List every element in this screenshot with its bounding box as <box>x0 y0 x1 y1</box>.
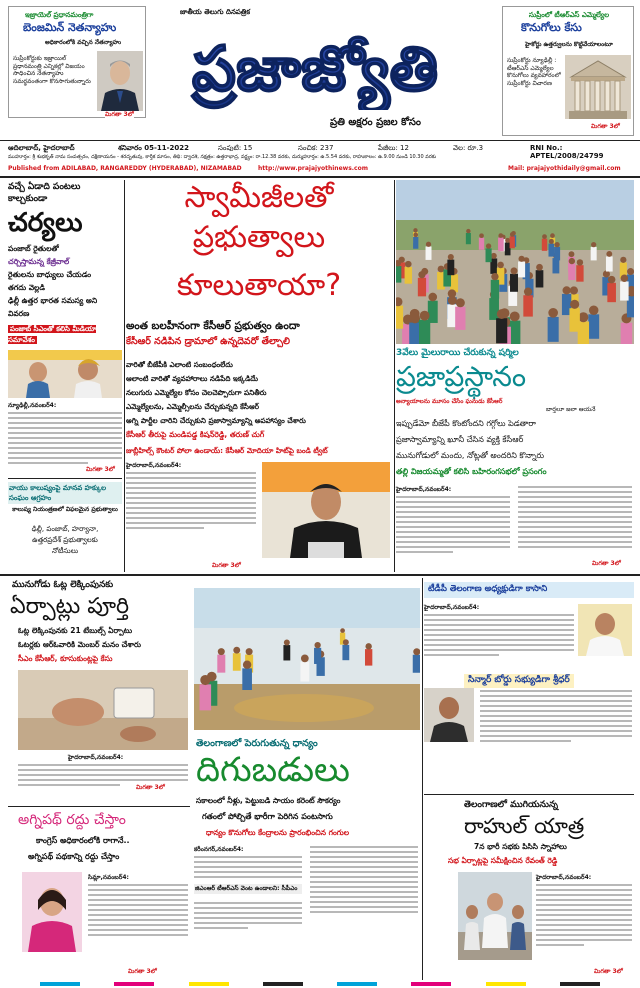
person-figure <box>510 232 515 248</box>
right-box-kicker: సుప్రీంలో టీఆర్ఎస్ ఎమ్మెల్యేల <box>528 11 610 19</box>
person-figure <box>396 297 403 328</box>
lead-headline-2: ప్రభుత్వాలు <box>192 220 326 255</box>
dateline <box>8 142 634 176</box>
left-story-byline: న్యూఢిల్లీ,నవంబర్4: <box>8 402 57 409</box>
lead-bullet-4: ఎమ్మెల్యేలను, ఎమ్మెల్సీలను చేర్చుకున్నది కేసీఆర్ <box>126 402 259 411</box>
person-figure <box>576 259 583 281</box>
counting-headline: ఏర్పాట్లు పూర్తి <box>10 594 130 619</box>
left-box-more: మిగతా 3లో <box>105 111 134 118</box>
paddy-sub-3: ధాన్యం కొనుగోలు కేంద్రాలను ప్రారంభించిన గంగుల <box>206 828 350 837</box>
person-figure <box>548 308 559 342</box>
sharmila-headline: ప్రజాప్రస్థానం <box>396 360 527 393</box>
right-box-headline: కొనుగోలు కేసు <box>521 21 582 34</box>
paddy-body-3 <box>310 846 418 916</box>
sharmila-byline: హైదరాబాద్,నవంబర్4: <box>396 486 452 493</box>
rahul-kicker: తెలంగాణలో ముగియనున్న <box>464 800 558 810</box>
paddy-sub-2: గతంలో పోల్చితే భారీగా పెరిగిన పంటసాగు <box>202 812 333 821</box>
sharmila-sub <box>396 398 634 406</box>
counting-byline: హైదరాబాద్,నవంబర్4: <box>68 754 124 761</box>
sridhar-headline: సిన్మార్ బోర్డు సభ్యుడిగా శ్రీధర్ <box>464 674 574 688</box>
counting-story <box>8 578 190 804</box>
left-column-story <box>8 180 122 570</box>
lead-byline: హైదరాబాద్,నవంబర్4: <box>126 462 182 469</box>
paddy-sub-1: సకాలంలో నీళ్లు, పెట్టుబడి సాయం కరెంట్ సౌకర్యం <box>196 796 341 805</box>
lead-more: మిగతా 3లో <box>212 562 241 569</box>
pollution-box-headline: వాయు కాలుష్యంపై మానవ హక్కుల సంఘం ఆగ్రహం <box>8 482 122 504</box>
lead-story <box>126 180 392 572</box>
kejriwal-mann-photo <box>8 350 122 398</box>
rahul-headline: రాహుల్ యాత్ర <box>464 814 585 838</box>
dateline-pages: పేజీలు: 12 <box>378 144 409 152</box>
left-story-body <box>8 412 122 467</box>
left-box-headline: బెంజమిన్ నెతన్యాహు <box>23 21 117 34</box>
dateline-price: వెల: రూ.3 <box>453 144 484 152</box>
person-figure <box>588 305 599 338</box>
left-story-line-4: తగదు వెల్లడి <box>8 283 45 292</box>
agnipath-more: మిగతా 3లో <box>128 968 157 975</box>
rahul-sub: 7న భారీ సభకు పిసిసి స్నాహాలు <box>474 842 567 851</box>
person-figure <box>568 258 575 280</box>
sharmila-sub-text: అన్యాయాలను మూసం చేసేం ఘనుడు కేసీఆర్ <box>396 398 503 405</box>
paddy-body-1 <box>194 856 302 881</box>
person-figure <box>491 273 499 299</box>
masthead-left-box <box>8 6 146 118</box>
left-story-line-6: వివరణ <box>8 309 30 318</box>
lead-headline-1: స్వామీజీలతో <box>184 180 334 215</box>
person-figure <box>418 271 426 296</box>
sharmila-point-4: తల్లి విజయమ్మతో కలిసి బహిరంగసభలో ప్రసంగం <box>396 467 547 476</box>
person-figure <box>447 254 454 275</box>
right-stories <box>424 578 634 980</box>
sharmila-caption: 3వేలు మైలురాయి చేరుకున్న షర్మిల <box>396 348 519 358</box>
supreme-court-photo <box>565 55 631 119</box>
lead-bullet-1: వారితో బీజేపీకి ఎలాంటి సంబంధంలేదు <box>126 360 233 369</box>
netanyahu-photo <box>97 51 143 111</box>
lead-sub-1: అంత బలహీనంగా కేసీఆర్ ప్రభుత్వం ఉందా <box>126 320 300 332</box>
sharmila-body-1 <box>396 496 510 556</box>
title-text: ప్రజాజ్యోతి <box>191 32 439 105</box>
kishan-reddy-photo <box>262 462 390 558</box>
counting-more: మిగతా 3లో <box>136 784 165 791</box>
lead-bullets <box>126 358 392 428</box>
agnipath-sub-2: అగ్నిపథ్ పథకాన్ని రద్దు చేస్తాం <box>28 852 120 861</box>
person-figure <box>233 647 241 671</box>
left-story-line-5: ఢిల్లీ ఉత్తర భారత సమస్య అని <box>8 296 98 305</box>
sharmila-points <box>396 416 634 480</box>
left-story-tag <box>8 324 122 348</box>
person-figure <box>426 242 432 260</box>
person-figure <box>409 313 420 344</box>
left-box-kicker: ఇజ్రాయెల్ ప్రధానమంత్రిగా <box>25 11 94 19</box>
person-figure <box>498 233 503 249</box>
pollution-box-lines <box>8 524 122 557</box>
pollution-box-sub: కాలుష్య నియంత్రణలో విఫలమైన ప్రభుత్వాలు <box>12 506 118 513</box>
person-figure <box>621 313 632 344</box>
person-figure <box>479 233 484 249</box>
person-figure <box>396 260 401 283</box>
lead-bullet-5: అగ్ని పార్టీల చారిని చేర్చుకుని ప్రజాస్వామ్యాన్ని అపహాస్యం చేశారు <box>126 416 306 425</box>
dateline-city: ఆదిలాబాద్, హైదరాబాద్ <box>8 144 75 152</box>
dateline-volume: సంపుటి: 15 <box>218 144 253 152</box>
person-figure <box>419 311 430 344</box>
sharmila-point-1: ఇప్పుడేమో బీజేపీ కొంటోందని గగ్గోలు పెడతారా <box>396 419 536 428</box>
right-box-sub: హైకోర్టు ఉత్తర్వులను కొట్టివేయాలంటూ <box>525 41 613 48</box>
dateline-rni: RNI No.: APTEL/2008/24799 <box>530 144 604 160</box>
lead-sub-2: కేసీఆర్ నడిపిన డ్రామాలో ఉన్నదెవరో తేల్చాలి <box>126 336 290 347</box>
person-figure <box>542 234 547 251</box>
counting-line-3: సీఎం కేసీఆర్, కూసుకుంట్లపై కేసు <box>18 654 113 663</box>
tdp-headline: టీడీపీ తెలంగాణ అధ్యక్షుడిగా కాసాని <box>424 582 634 598</box>
paddy-story <box>194 736 420 980</box>
agnipath-headline: అగ్నిపథ్ రద్దు చేస్తాం <box>18 812 126 828</box>
masthead-motto: ప్రతి అక్షరం ప్రజల కోసం <box>330 117 421 128</box>
agnipath-sub-1: కాంగ్రెస్ అధికారంలోకి రాగానే.. <box>36 836 130 845</box>
person-figure <box>607 276 616 302</box>
lead-body <box>126 472 256 532</box>
paddy-inauguration-photo <box>194 588 420 730</box>
pollution-line-3: నోటీసులు <box>51 547 79 555</box>
pollution-line-1: ఢిల్లీ, పంజాబ్, హర్యానా, <box>31 525 99 533</box>
counting-line-2: ఓటర్లకు ఆర్ఓవారికి మెంబర్ మనం చేశారు <box>18 640 141 649</box>
person-figure <box>200 675 212 710</box>
sridhar-body <box>480 690 632 745</box>
person-figure <box>283 640 290 661</box>
person-figure <box>413 648 420 673</box>
paddy-headline: దిగుబడులు <box>196 750 350 790</box>
person-figure <box>486 243 492 262</box>
counting-kicker: మునుగోడు ఓట్ల లెక్కింపునకు <box>12 580 114 590</box>
left-story-lines <box>8 242 122 320</box>
lead-bullet-3: నలుగురు ఎమ్మెల్యేల కోసం చెలచెప్పొరుగా పనితీరు <box>126 388 267 397</box>
person-figure <box>536 264 544 288</box>
paddy-kicker: తెలంగాణలో పెరుగుతున్న ధాన్యం <box>196 738 318 749</box>
right-box-more: మిగతా 3లో <box>591 123 620 130</box>
lead-highlight-2: జుబ్లీహిల్స్ కౌంటర్ పోలా ఉండాయ్: కేసీఆర్ మోదియా హిట్‌పై బండి ట్వీట్ <box>126 446 328 455</box>
person-figure <box>428 293 438 323</box>
pollution-line-2: ఉత్తరప్రదేశ్ ప్రభుత్వాలకు <box>32 536 98 544</box>
person-figure <box>242 660 252 690</box>
person-figure <box>548 239 554 257</box>
left-story-line-1: పంజాబ్ రైతులతో <box>8 244 59 253</box>
masthead-tagline: జాతీయ తెలుగు దినపత్రిక <box>180 8 250 16</box>
person-figure <box>455 298 465 330</box>
right-box-text: సుప్రీంకోర్టు న్యూఢిల్లీ : టీఆర్ఎస్ ఎమ్మెల్యేల కొనుగోలు వ్యవహారంలో సుప్రీంకోర్టు విచారణ <box>507 57 561 87</box>
person-figure <box>217 648 225 672</box>
lead-headline-3: కూలుతాయా? <box>176 268 342 303</box>
lead-highlight-1: కేసీఆర్ తీరుపై మండిపడ్డ కిషన్‌రెడ్డి, తరుణ్ చుగ్ <box>126 430 265 439</box>
person-figure <box>496 309 507 343</box>
agnipath-story <box>8 808 190 980</box>
person-figure <box>569 300 579 332</box>
rahul-more: మిగతా 3లో <box>594 968 623 975</box>
person-figure <box>591 242 597 260</box>
left-story-headline: చర్యలు <box>8 208 83 238</box>
rahul-sub-2: సభ ఏర్పాట్లపై సమీక్షించిన రేవంత్ రెడ్డి <box>448 856 558 865</box>
priyanka-photo <box>22 872 82 952</box>
lead-bullet-2: ఆలాంటి వారితో వ్యవహారాలు నడిపేది ఇక్కడిదేు <box>126 374 258 383</box>
paddy-byline: కరీంనగర్,నవంబర్4: <box>194 846 244 853</box>
sharmila-body-2 <box>518 486 632 551</box>
agnipath-byline: సిమ్లా,నవంబర్4: <box>88 874 129 881</box>
cpm-box: జిఎంఆర్ టీఆర్ఎస్ వెంట ఉండాలని: సీపీఎం <box>194 884 302 894</box>
dateline-issue: సంచిక: 237 <box>298 144 334 152</box>
person-figure <box>413 233 418 249</box>
masthead-right-box <box>502 6 634 136</box>
person-figure <box>620 275 629 301</box>
person-figure <box>554 242 560 260</box>
dateline-mail: Mail: prajajyothidaily@gmail.com <box>508 165 621 172</box>
left-story-line-2: చర్చిస్తామన్న కేజ్రీవాల్ <box>8 257 70 266</box>
tdp-byline: హైదరాబాద్,నవంబర్4: <box>424 604 480 611</box>
kasani-photo <box>578 604 632 656</box>
paddy-body-2 <box>194 902 302 932</box>
masthead-title <box>150 14 480 110</box>
dateline-web: http://www.prajajyothinews.com <box>258 165 368 172</box>
person-figure <box>606 251 613 272</box>
rahul-yatra-photo <box>458 872 532 960</box>
masthead <box>0 0 640 140</box>
agnipath-body <box>88 884 188 939</box>
sharmila-sub-2: బార్తలూ జలా ఆయనే <box>546 406 596 413</box>
dateline-panchang: ముహూర్తం: శ్రీ శుభకృత్ నామ సంవత్సరం, దక్షిణాయనం - శరదృతువు, కార్తీక మాసం, తిథి: ద్వాదశి, నక్షత్రం: ఉత్తరాభాద్ర, వర్జ్యం: రా.12.38 వరకు, దుర్ముహూర్తం: ఉ.5.54 వరకు, రాహుకాలం: ఉ.9.00 నుండి 10.30 వరకు <box>8 154 437 160</box>
person-figure <box>510 267 518 291</box>
left-story-kicker: వచ్చే ఏడాది పంటలు కాల్చకుండా <box>8 182 81 204</box>
left-story-line-3: రైతులను బాధ్యులు చేయడం <box>8 270 92 279</box>
person-figure <box>300 654 309 681</box>
counting-line-1: ఓట్ల లెక్కింపునకు 21 టేబుల్స్ ఏర్పాటు <box>18 626 133 635</box>
person-figure <box>405 261 412 284</box>
registration-bar <box>0 982 640 988</box>
tdp-body <box>424 614 574 659</box>
left-box-text: సుప్రీంకోర్టుకు ఇజ్రాయిల్ ప్రధానమంత్రి ఎన్నికల్లో విజయం సాధించిన నేతన్యాహు సమర్థవంతంగా కొనసాగుతున్నారు <box>13 55 91 85</box>
sharmila-more: మిగతా 3లో <box>592 560 621 567</box>
person-figure <box>314 642 321 664</box>
person-figure <box>365 643 372 665</box>
person-figure <box>466 229 471 244</box>
sharmila-point-3: మునుగోడులో మందు, నోట్లతో అందరిని కొన్నారు <box>396 451 545 460</box>
left-story-more: మిగతా 3లో <box>86 466 115 473</box>
vote-counting-photo <box>18 670 188 750</box>
sridhar-photo <box>424 688 474 742</box>
dateline-published: Published from ADILABAD, RANGAREDDY (HYDERABAD), NIZAMABAD <box>8 165 242 172</box>
person-figure <box>518 256 525 278</box>
left-story-tag-text: పంజాబ్ సీఎంతో కలిసి మీడియా సమావేశం <box>8 325 97 344</box>
left-box-sub: అధికారంలోకి వచ్చిన నేతన్యాహు <box>44 39 122 46</box>
rahul-body <box>536 884 632 949</box>
sharmila-story <box>396 180 634 572</box>
dateline-date: శనివారం 05-11-2022 <box>118 144 190 152</box>
rahul-byline: హైదరాబాద్,నవంబర్4: <box>536 874 592 881</box>
padayatra-photo <box>396 180 634 344</box>
person-figure <box>523 288 532 317</box>
person-figure <box>342 639 349 660</box>
sharmila-point-2: ప్రజాస్వామ్యాన్ని ఖూనీ చేసిన వ్యక్తి కేసీఆర్ <box>396 435 524 444</box>
